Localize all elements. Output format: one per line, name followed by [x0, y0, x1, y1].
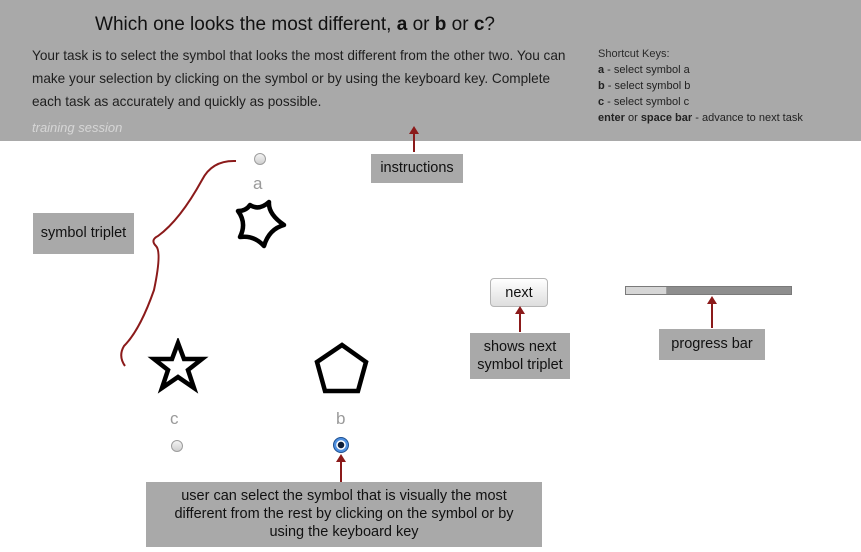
symbol-c-radio[interactable]	[171, 440, 183, 452]
symbol-b-label: b	[336, 409, 346, 428]
shortcut-desc: - select symbol a	[604, 64, 690, 76]
task-question	[0, 14, 590, 36]
callout-instructions: instructions	[371, 154, 463, 183]
shortcut-item	[598, 94, 803, 110]
shortcut-key: c	[598, 96, 605, 108]
instructions-text: Your task is to select the symbol that looks the most different from the other two. You can make your selection by clicking on the symbol or by using the keyboard key. Complete each task as accurately and quickly as possible.	[32, 48, 566, 109]
shortcut-key: space bar	[640, 112, 693, 124]
shortcut-key: a	[598, 64, 605, 76]
triplet-brace	[121, 161, 236, 366]
shortcut-item	[598, 110, 803, 126]
instructions-panel	[0, 0, 861, 141]
question-option-b: b	[434, 14, 447, 35]
symbol-a-concave-star[interactable]	[228, 196, 294, 256]
shortcut-desc: - advance to next task	[692, 112, 803, 124]
arrowhead-select	[336, 454, 346, 462]
shortcut-desc: - select symbol c	[604, 96, 690, 108]
question-option-c: c	[473, 14, 485, 35]
question-suffix: ?	[484, 14, 495, 35]
symbol-b-radio-selected[interactable]	[333, 437, 349, 453]
question-or: or	[407, 14, 435, 35]
shortcut-key: b	[598, 80, 605, 92]
shortcut-desc: or	[624, 112, 641, 124]
callout-next: shows next symbol triplet	[470, 333, 570, 379]
callout-symbol-triplet: symbol triplet	[33, 213, 134, 254]
arrowhead-progress	[707, 296, 717, 304]
shortcut-desc: - select symbol b	[604, 80, 691, 92]
arrowhead-next	[515, 306, 525, 314]
shortcut-item	[598, 78, 803, 94]
symbol-c-star[interactable]	[147, 338, 211, 398]
symbol-c-label: c	[170, 409, 179, 428]
shortcut-title: Shortcut Keys:	[598, 48, 670, 60]
callout-progress: progress bar	[659, 329, 765, 360]
shortcut-item	[598, 62, 803, 78]
callout-select: user can select the symbol that is visually the most different from the rest by clicking on the symbol or by using the keyboard key	[146, 482, 542, 547]
symbol-b-pentagon[interactable]	[310, 338, 374, 398]
progress-fill	[626, 287, 667, 294]
symbol-a-radio[interactable]	[254, 153, 266, 165]
session-label: training session	[32, 120, 123, 135]
progress-bar	[625, 286, 792, 295]
shortcut-keys	[598, 46, 803, 126]
question-prefix: Which one looks the most different,	[95, 14, 397, 35]
question-or: or	[446, 14, 474, 35]
shortcut-key: enter	[598, 112, 625, 124]
question-option-a: a	[396, 14, 408, 35]
symbol-a-label: a	[253, 174, 263, 193]
next-button[interactable]: next	[490, 278, 548, 307]
